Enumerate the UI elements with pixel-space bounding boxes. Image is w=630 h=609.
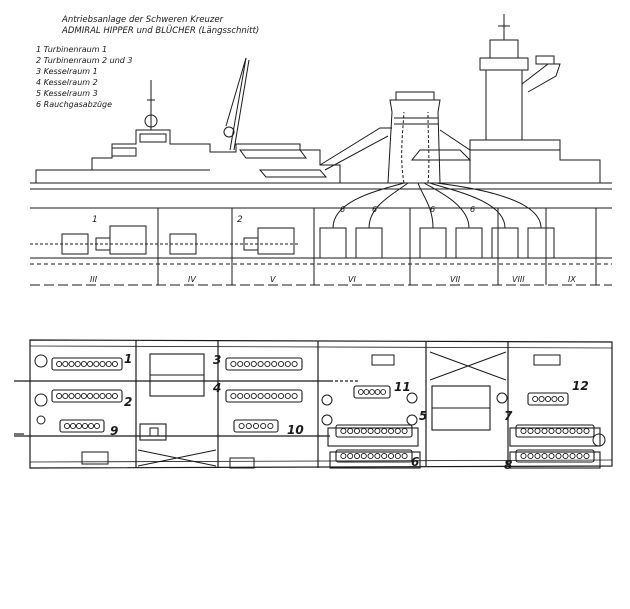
plan-label-5: 5 bbox=[419, 409, 428, 423]
tube-circle bbox=[556, 453, 561, 458]
plan-label-1: 1 bbox=[124, 352, 133, 366]
tube-circle bbox=[258, 393, 263, 398]
legend-item-6: 6 Rauchgasabzüge bbox=[36, 100, 113, 109]
tube-circle bbox=[549, 453, 554, 458]
tube-circle bbox=[94, 393, 99, 398]
profile-label-6b: 6 bbox=[372, 205, 378, 214]
tube-circle bbox=[70, 423, 75, 428]
tube-circle bbox=[88, 393, 93, 398]
tube-circle bbox=[341, 453, 346, 458]
tube-circle bbox=[354, 428, 359, 433]
tube-circle bbox=[375, 453, 380, 458]
tube-circle bbox=[528, 453, 533, 458]
tube-circle bbox=[528, 428, 533, 433]
tube-circle bbox=[521, 428, 526, 433]
tube-circle bbox=[244, 361, 249, 366]
plan-label-8: 8 bbox=[504, 458, 513, 472]
heading-line-1: Antriebsanlage der Schweren Kreuzer bbox=[62, 15, 224, 25]
tube-circle bbox=[382, 428, 387, 433]
tube-circle bbox=[100, 393, 105, 398]
plan-label-9: 9 bbox=[110, 424, 119, 438]
tube-circle bbox=[251, 361, 256, 366]
tube-circle bbox=[584, 453, 589, 458]
tube-circle bbox=[244, 393, 249, 398]
tube-circle bbox=[76, 423, 81, 428]
profile-label-6d: 6 bbox=[470, 205, 476, 214]
tube-circle bbox=[364, 390, 369, 395]
tube-circle bbox=[556, 428, 561, 433]
tube-circle bbox=[272, 393, 277, 398]
tube-circle bbox=[81, 361, 86, 366]
tube-circle bbox=[348, 453, 353, 458]
tube-circle bbox=[75, 361, 80, 366]
profile-label-6c: 6 bbox=[430, 205, 436, 214]
compartment-label-VIII: VIII bbox=[512, 275, 525, 284]
compartment-labels bbox=[90, 275, 576, 284]
machinery-row bbox=[528, 393, 568, 405]
tube-circle bbox=[251, 393, 256, 398]
tube-circle bbox=[88, 361, 93, 366]
machinery-row bbox=[354, 386, 390, 398]
tube-circle bbox=[63, 361, 68, 366]
tube-circle bbox=[395, 453, 400, 458]
tube-circle bbox=[57, 393, 62, 398]
heading-line-2: ADMIRAL HIPPER und BLÜCHER (Längsschnitt) bbox=[62, 26, 260, 36]
plan-label-6: 6 bbox=[411, 455, 420, 469]
tube-circle bbox=[354, 453, 359, 458]
tube-circle bbox=[106, 393, 111, 398]
tube-circle bbox=[535, 428, 540, 433]
tube-circle bbox=[292, 361, 297, 366]
tube-circle bbox=[57, 361, 62, 366]
title-block bbox=[61, 15, 259, 36]
compartment-label-IX: IX bbox=[568, 275, 576, 284]
tube-circle bbox=[261, 423, 266, 428]
tube-circle bbox=[552, 396, 557, 401]
tube-circle bbox=[82, 423, 87, 428]
compartment-label-III: III bbox=[90, 275, 98, 284]
tube-circle bbox=[539, 396, 544, 401]
tube-circle bbox=[382, 453, 387, 458]
tube-circle bbox=[238, 393, 243, 398]
tube-circle bbox=[370, 390, 375, 395]
tube-circle bbox=[558, 396, 563, 401]
tube-circle bbox=[278, 361, 283, 366]
side-profile bbox=[30, 14, 612, 285]
tube-circle bbox=[112, 393, 117, 398]
profile-label-6a: 6 bbox=[340, 205, 346, 214]
tube-circle bbox=[361, 453, 366, 458]
compartment-label-IV: IV bbox=[188, 275, 196, 284]
tube-circle bbox=[368, 453, 373, 458]
profile-label-2: 2 bbox=[237, 215, 243, 225]
tube-circle bbox=[238, 361, 243, 366]
tube-circle bbox=[348, 428, 353, 433]
tube-circle bbox=[112, 361, 117, 366]
legend-item-4: 4 Kesselraum 2 bbox=[36, 78, 98, 87]
plan-label-7: 7 bbox=[504, 409, 513, 423]
tube-circle bbox=[239, 423, 244, 428]
compartment-label-V: V bbox=[270, 275, 276, 284]
tube-circle bbox=[395, 428, 400, 433]
tube-circle bbox=[533, 396, 538, 401]
tube-circle bbox=[545, 396, 550, 401]
plan-label-12: 12 bbox=[572, 379, 589, 393]
tube-circle bbox=[292, 393, 297, 398]
tube-circle bbox=[375, 428, 380, 433]
tube-circle bbox=[253, 423, 258, 428]
tube-circle bbox=[94, 423, 99, 428]
tube-circle bbox=[75, 393, 80, 398]
tube-circle bbox=[402, 428, 407, 433]
tube-circle bbox=[570, 453, 575, 458]
plan-label-3: 3 bbox=[213, 353, 222, 367]
tube-circle bbox=[402, 453, 407, 458]
legend-item-3: 3 Kesselraum 1 bbox=[36, 67, 98, 76]
profile-label-1: 1 bbox=[92, 215, 98, 225]
legend-item-1: 1 Turbinenraum 1 bbox=[36, 45, 108, 54]
tube-circle bbox=[388, 428, 393, 433]
tube-circle bbox=[63, 393, 68, 398]
tube-circle bbox=[258, 361, 263, 366]
tube-circle bbox=[535, 453, 540, 458]
tube-circle bbox=[375, 390, 380, 395]
tube-circle bbox=[542, 428, 547, 433]
tube-circle bbox=[231, 361, 236, 366]
tube-circle bbox=[265, 393, 270, 398]
tube-circle bbox=[246, 423, 251, 428]
tube-circle bbox=[81, 393, 86, 398]
tube-circle bbox=[542, 453, 547, 458]
tube-circle bbox=[577, 453, 582, 458]
plan-label-4: 4 bbox=[213, 381, 222, 395]
machinery-row bbox=[234, 420, 278, 432]
tube-circle bbox=[381, 390, 386, 395]
tube-circle bbox=[278, 393, 283, 398]
tube-circle bbox=[272, 361, 277, 366]
tube-circle bbox=[106, 361, 111, 366]
tube-circle bbox=[69, 393, 74, 398]
legend bbox=[36, 45, 133, 109]
tube-circle bbox=[563, 428, 568, 433]
tube-circle bbox=[285, 361, 290, 366]
compartment-label-VI: VI bbox=[348, 275, 356, 284]
legend-item-5: 5 Kesselraum 3 bbox=[36, 89, 98, 98]
tube-circle bbox=[388, 453, 393, 458]
tube-circle bbox=[549, 428, 554, 433]
tube-circle bbox=[563, 453, 568, 458]
tube-circle bbox=[521, 453, 526, 458]
plan-label-10: 10 bbox=[287, 423, 304, 437]
tube-circle bbox=[94, 361, 99, 366]
tube-circle bbox=[64, 423, 69, 428]
deck-plan bbox=[14, 340, 612, 468]
turbine-blocks bbox=[140, 354, 600, 468]
tube-circle bbox=[88, 423, 93, 428]
legend-item-2: 2 Turbinenraum 2 und 3 bbox=[36, 56, 133, 65]
tube-circle bbox=[570, 428, 575, 433]
tube-circle bbox=[231, 393, 236, 398]
tube-circle bbox=[341, 428, 346, 433]
tube-circle bbox=[285, 393, 290, 398]
tube-circle bbox=[584, 428, 589, 433]
tube-circle bbox=[268, 423, 273, 428]
tube-circle bbox=[577, 428, 582, 433]
plan-label-11: 11 bbox=[394, 380, 411, 394]
plan-label-2: 2 bbox=[124, 395, 133, 409]
tube-circle bbox=[358, 390, 363, 395]
tube-circle bbox=[100, 361, 105, 366]
compartment-label-VII: VII bbox=[450, 275, 461, 284]
tube-circle bbox=[265, 361, 270, 366]
tube-circle bbox=[368, 428, 373, 433]
tube-circle bbox=[69, 361, 74, 366]
tube-circle bbox=[361, 428, 366, 433]
